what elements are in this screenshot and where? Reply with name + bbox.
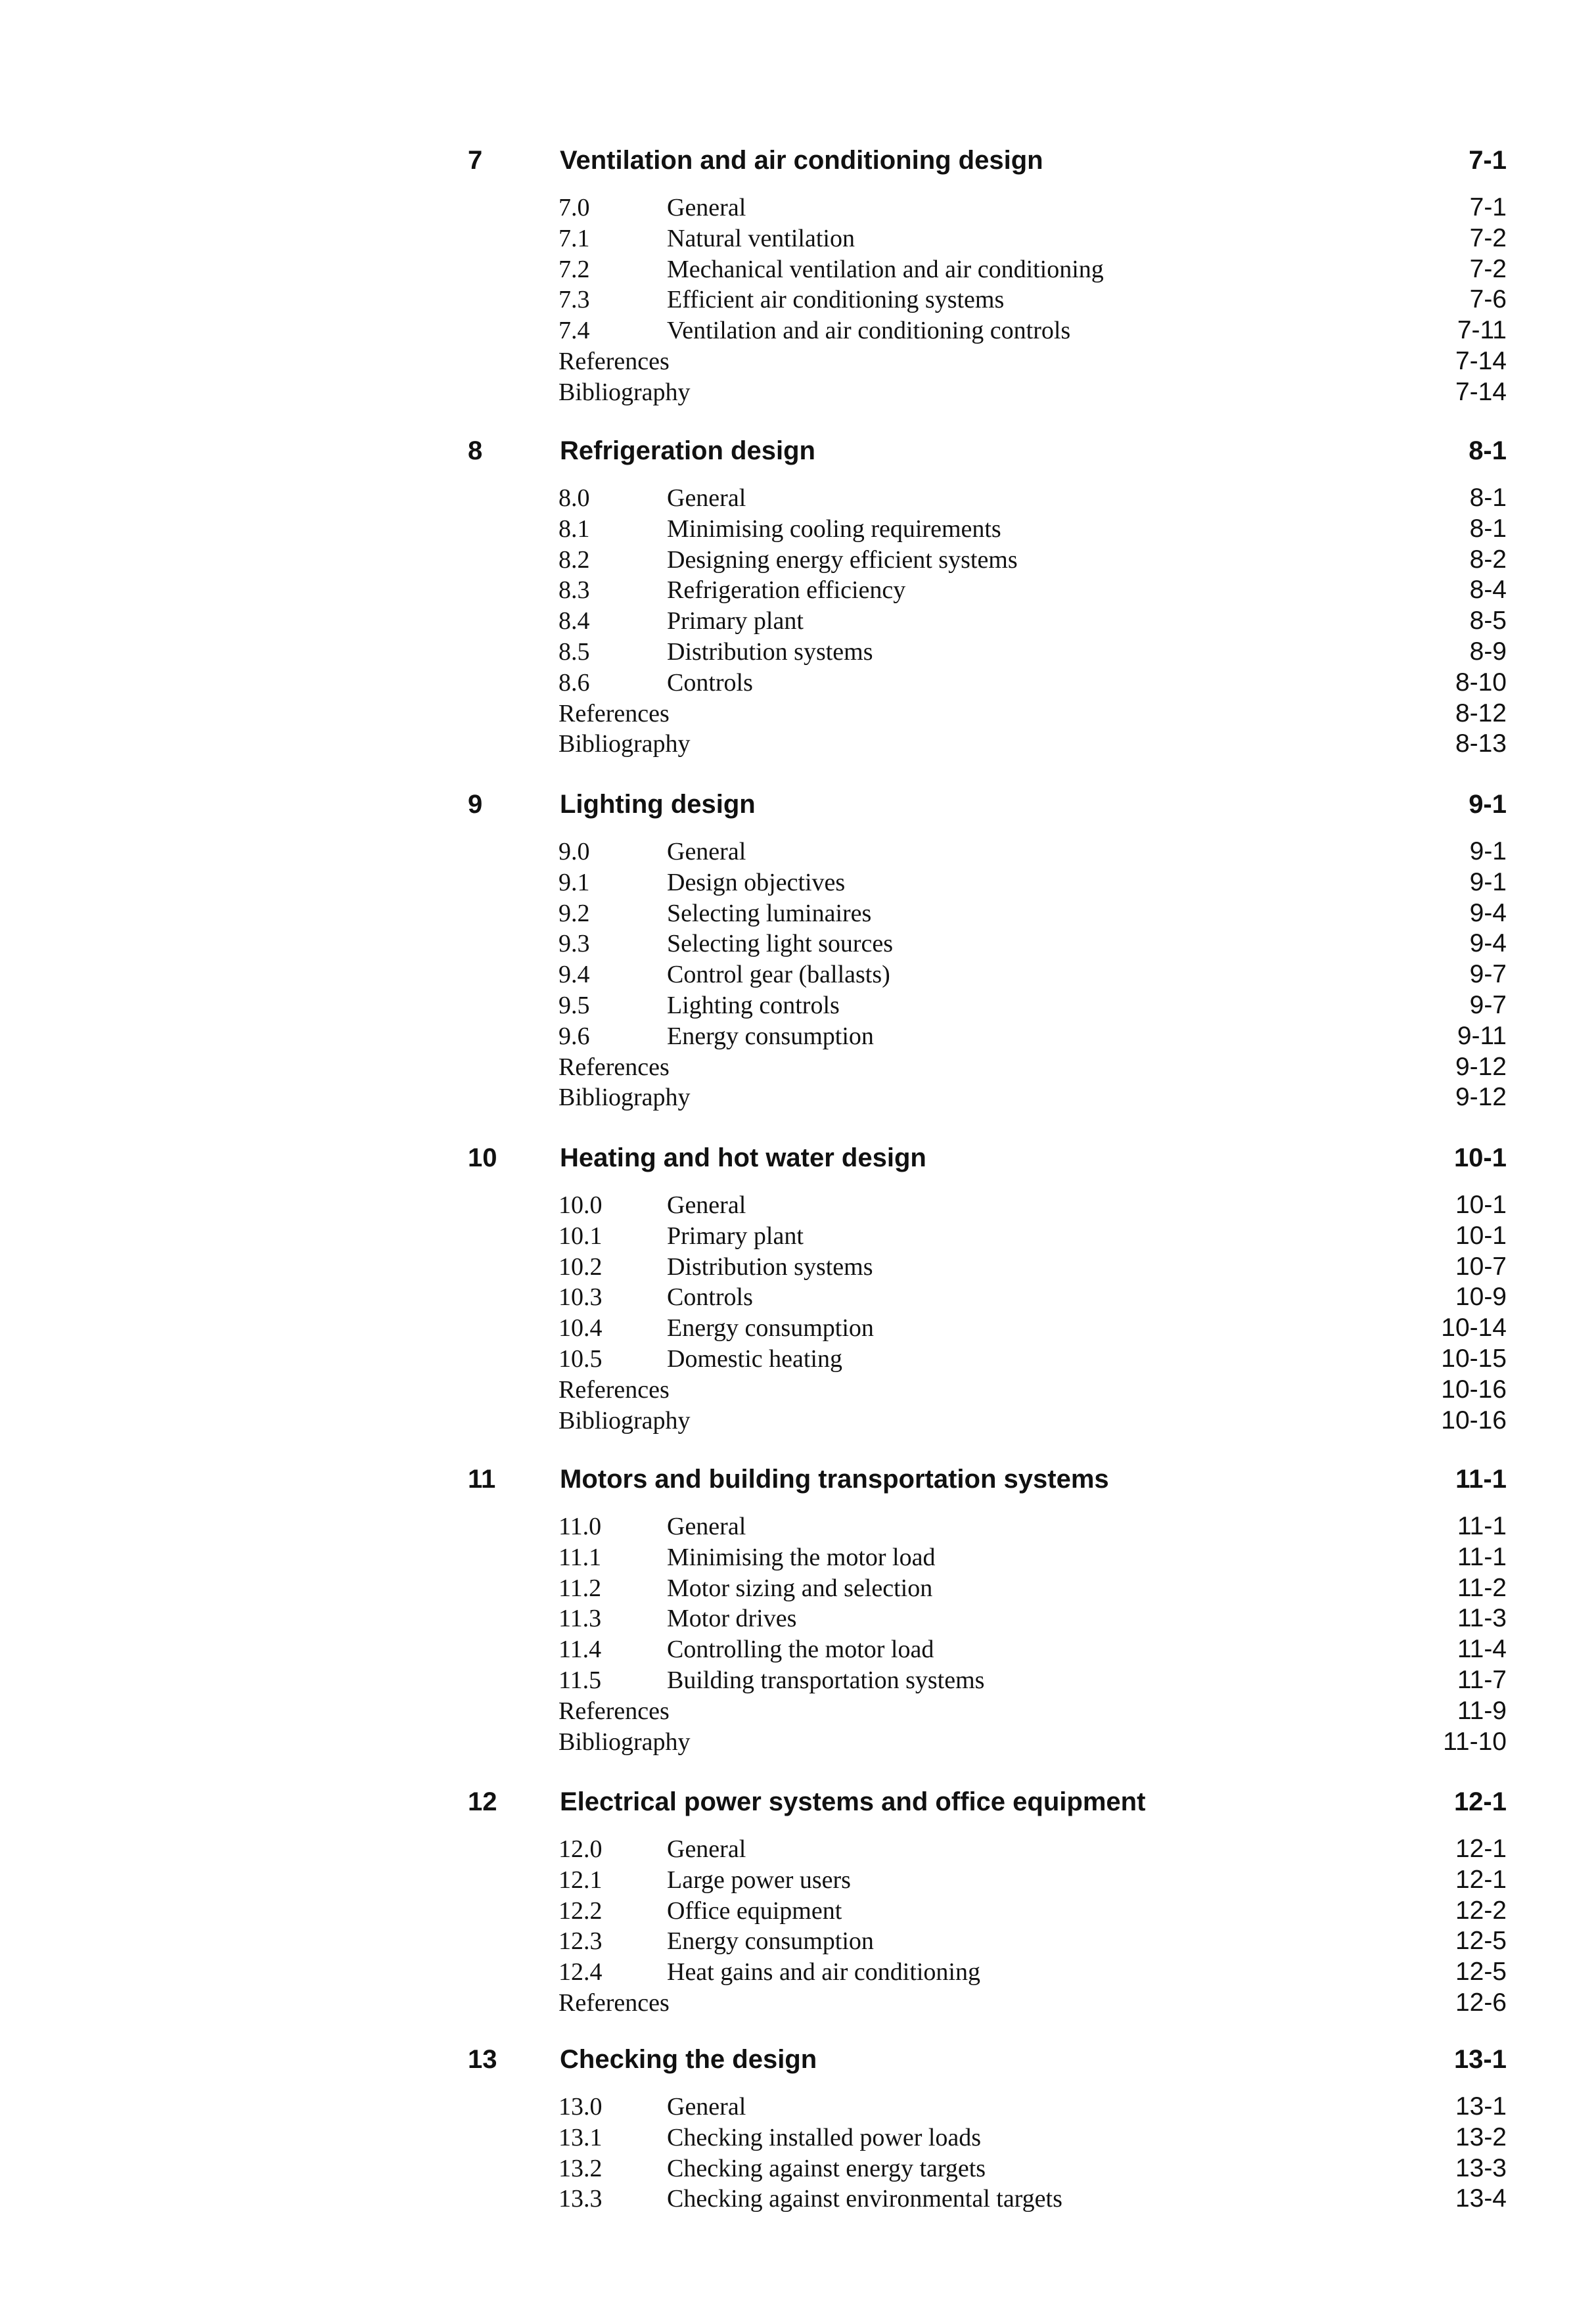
- chapter-heading: [0, 1787, 1596, 1827]
- section-title: Primary plant: [667, 1222, 804, 1250]
- toc-entry: [0, 1574, 1596, 1604]
- section-number: 9.6: [559, 1022, 590, 1050]
- page-number: 12-1: [1455, 1835, 1507, 1863]
- section-number: 12.0: [559, 1835, 603, 1863]
- page-number: 10-7: [1455, 1252, 1507, 1281]
- chapter-heading: [0, 1143, 1596, 1183]
- toc-entry: [0, 1344, 1596, 1375]
- chapter-heading: [0, 1465, 1596, 1504]
- toc-entry: [0, 1222, 1596, 1252]
- section-number: 11.4: [559, 1636, 602, 1664]
- chapter-title: Checking the design: [560, 2045, 817, 2074]
- toc-entry: [0, 545, 1596, 576]
- page-number: 7-2: [1469, 254, 1507, 283]
- page-number: 8-9: [1469, 637, 1507, 666]
- references-entry: [0, 347, 1596, 377]
- section-title: General: [667, 484, 746, 512]
- toc-entry: [0, 1022, 1596, 1052]
- section-number: 7.0: [559, 194, 590, 221]
- section-title: Large power users: [667, 1866, 851, 1894]
- bibliography-label: Bibliography: [559, 1406, 691, 1435]
- page-number: 7-14: [1455, 347, 1507, 375]
- section-number: 12.3: [559, 1927, 603, 1956]
- page-number: 11-7: [1457, 1666, 1507, 1694]
- section-number: 7.4: [559, 317, 590, 345]
- toc-entry: [0, 991, 1596, 1021]
- chapter-number: 7: [468, 146, 483, 175]
- page-number: 7-1: [1469, 193, 1507, 221]
- chapter-title: Heating and hot water design: [560, 1143, 926, 1172]
- page-number: 13-4: [1455, 2184, 1507, 2213]
- chapter-title: Motors and building transportation systems: [560, 1465, 1109, 1494]
- references-label: References: [559, 1375, 670, 1404]
- section-title: Primary plant: [667, 607, 804, 635]
- references-entry: [0, 1053, 1596, 1083]
- section-number: 13.0: [559, 2093, 603, 2121]
- page-number: 11-3: [1457, 1604, 1507, 1633]
- toc-entry: [0, 1958, 1596, 1988]
- section-number: 11.3: [559, 1605, 602, 1633]
- page-number: 12-6: [1455, 1988, 1507, 2017]
- section-title: General: [667, 194, 746, 221]
- section-number: 9.0: [559, 838, 590, 865]
- section-title: Energy consumption: [667, 1022, 874, 1050]
- section-number: 8.3: [559, 576, 590, 605]
- section-number: 8.2: [559, 545, 590, 574]
- section-number: 12.1: [559, 1866, 603, 1894]
- section-title: Control gear (ballasts): [667, 961, 890, 989]
- page-number: 8-2: [1469, 545, 1507, 574]
- section-number: 8.6: [559, 668, 590, 697]
- section-number: 10.4: [559, 1314, 603, 1343]
- toc-entry: [0, 255, 1596, 285]
- section-title: Designing energy efficient systems: [667, 545, 1018, 574]
- section-number: 9.1: [559, 868, 590, 896]
- chapter-number: 10: [468, 1143, 497, 1172]
- toc-entry: [0, 1512, 1596, 1542]
- page-number: 12-5: [1455, 1958, 1507, 1986]
- toc-entry: [0, 1252, 1596, 1283]
- page-number: 7-2: [1469, 223, 1507, 252]
- references-entry: [0, 1375, 1596, 1406]
- bibliography-label: Bibliography: [559, 1728, 691, 1756]
- page-number: 10-1: [1455, 1221, 1507, 1250]
- section-title: General: [667, 1513, 746, 1540]
- section-title: Energy consumption: [667, 1927, 874, 1956]
- page-number: 12-2: [1455, 1896, 1507, 1925]
- toc-entry: [0, 1604, 1596, 1634]
- toc-entry: [0, 868, 1596, 898]
- toc-entry: [0, 1927, 1596, 1957]
- chapter-page-number: 10-1: [1453, 1143, 1507, 1172]
- section-title: Design objectives: [667, 868, 846, 896]
- toc-entry: [0, 2092, 1596, 2123]
- chapter-page-number: 9-1: [1469, 790, 1507, 819]
- section-title: Controls: [667, 668, 753, 697]
- toc-entry: [0, 1866, 1596, 1896]
- toc-entry: [0, 1314, 1596, 1344]
- page-number: 8-1: [1469, 514, 1507, 543]
- section-title: Checking against environmental targets: [667, 2185, 1062, 2213]
- toc-entry: [0, 607, 1596, 637]
- section-title: Distribution systems: [667, 638, 873, 666]
- chapter-heading: [0, 146, 1596, 185]
- section-number: 11.0: [559, 1513, 602, 1540]
- section-title: General: [667, 2093, 746, 2121]
- section-title: Refrigeration efficiency: [667, 576, 906, 605]
- page-number: 12-1: [1455, 1865, 1507, 1894]
- page-number: 9-7: [1469, 960, 1507, 989]
- toc-entry: [0, 193, 1596, 223]
- page-number: 10-14: [1441, 1314, 1507, 1343]
- section-number: 10.2: [559, 1252, 603, 1281]
- section-number: 13.1: [559, 2123, 603, 2151]
- page-number: 9-11: [1457, 1021, 1507, 1050]
- page-number: 9-1: [1469, 837, 1507, 865]
- section-title: Minimising the motor load: [667, 1543, 936, 1571]
- section-title: Distribution systems: [667, 1252, 873, 1281]
- toc-entry: [0, 1283, 1596, 1313]
- page-number: 8-13: [1455, 729, 1507, 758]
- bibliography-entry: [0, 1728, 1596, 1758]
- page-number: 8-1: [1469, 484, 1507, 512]
- page-number: 10-16: [1441, 1406, 1507, 1435]
- section-number: 10.3: [559, 1283, 603, 1312]
- toc-entry: [0, 515, 1596, 545]
- chapter-page-number: 7-1: [1469, 146, 1507, 175]
- page-number: 10-16: [1441, 1375, 1507, 1404]
- references-label: References: [559, 1697, 670, 1725]
- chapter-number: 9: [468, 790, 483, 819]
- chapter-number: 13: [468, 2045, 497, 2074]
- section-number: 7.3: [559, 286, 590, 314]
- chapter-heading: [0, 2045, 1596, 2084]
- toc-entry: [0, 285, 1596, 315]
- toc-entry: [0, 484, 1596, 514]
- page-number: 11-1: [1457, 1512, 1507, 1540]
- section-title: Building transportation systems: [667, 1666, 985, 1694]
- section-number: 10.5: [559, 1345, 603, 1373]
- toc-entry: [0, 2123, 1596, 2153]
- section-number: 10.1: [559, 1222, 603, 1250]
- section-title: Efficient air conditioning systems: [667, 286, 1005, 314]
- section-number: 13.3: [559, 2185, 603, 2213]
- section-title: Ventilation and air conditioning controls: [667, 317, 1071, 345]
- chapter-page-number: 12-1: [1453, 1787, 1507, 1816]
- toc-entry: [0, 960, 1596, 990]
- toc-entry: [0, 1543, 1596, 1573]
- chapter-page-number: 11-1: [1455, 1465, 1507, 1494]
- toc-entry: [0, 1635, 1596, 1665]
- chapter-title: Lighting design: [560, 790, 756, 819]
- section-title: Minimising cooling requirements: [667, 515, 1001, 543]
- references-label: References: [559, 1053, 670, 1081]
- page-number: 11-4: [1457, 1635, 1507, 1664]
- section-number: 11.2: [559, 1574, 602, 1602]
- section-title: Energy consumption: [667, 1314, 874, 1343]
- section-number: 9.3: [559, 930, 590, 958]
- bibliography-entry: [0, 729, 1596, 760]
- section-number: 11.1: [559, 1543, 602, 1571]
- section-title: Heat gains and air conditioning: [667, 1958, 980, 1986]
- section-title: Mechanical ventilation and air conditioning: [667, 255, 1104, 283]
- chapter-page-number: 13-1: [1453, 2045, 1507, 2074]
- chapter-title: Refrigeration design: [560, 436, 815, 465]
- section-title: Motor sizing and selection: [667, 1574, 933, 1602]
- section-title: Controlling the motor load: [667, 1636, 934, 1664]
- references-entry: [0, 699, 1596, 729]
- section-title: Motor drives: [667, 1605, 797, 1633]
- toc-entry: [0, 668, 1596, 699]
- chapter-heading: [0, 790, 1596, 829]
- references-label: References: [559, 348, 670, 375]
- section-number: 7.1: [559, 224, 590, 252]
- page-number: 11-10: [1443, 1727, 1507, 1756]
- section-number: 8.5: [559, 638, 590, 666]
- toc-entry: [0, 1191, 1596, 1221]
- toc-entry: [0, 316, 1596, 346]
- bibliography-entry: [0, 1083, 1596, 1113]
- page-number: 9-4: [1469, 929, 1507, 958]
- toc-entry: [0, 576, 1596, 606]
- section-title: General: [667, 1191, 746, 1219]
- bibliography-label: Bibliography: [559, 1084, 691, 1112]
- page-number: 8-4: [1469, 576, 1507, 605]
- bibliography-label: Bibliography: [559, 378, 691, 406]
- section-number: 8.1: [559, 515, 590, 543]
- page-number: 8-5: [1469, 607, 1507, 635]
- section-title: General: [667, 1835, 746, 1863]
- section-title: Checking against energy targets: [667, 2154, 986, 2182]
- page-number: 9-12: [1455, 1052, 1507, 1081]
- chapter-title: Electrical power systems and office equipment: [560, 1787, 1146, 1816]
- chapter-heading: [0, 436, 1596, 476]
- toc-entry: [0, 837, 1596, 867]
- page-number: 13-3: [1455, 2153, 1507, 2182]
- section-number: 13.2: [559, 2154, 603, 2182]
- bibliography-label: Bibliography: [559, 730, 691, 758]
- section-number: 12.2: [559, 1896, 603, 1925]
- page-number: 11-1: [1457, 1542, 1507, 1571]
- chapter-number: 12: [468, 1787, 497, 1816]
- page-number: 8-10: [1455, 668, 1507, 697]
- section-number: 7.2: [559, 255, 590, 283]
- toc-entry: [0, 2184, 1596, 2215]
- toc-entry: [0, 899, 1596, 929]
- toc-entry: [0, 1666, 1596, 1696]
- section-title: Domestic heating: [667, 1345, 842, 1373]
- page-number: 9-4: [1469, 898, 1507, 927]
- section-number: 10.0: [559, 1191, 603, 1219]
- section-title: General: [667, 838, 746, 865]
- page-number: 7-11: [1457, 316, 1507, 345]
- page-number: 7-14: [1455, 377, 1507, 406]
- section-number: 12.4: [559, 1958, 603, 1986]
- toc-entry: [0, 637, 1596, 668]
- page-number: 13-2: [1455, 2123, 1507, 2151]
- page-number: 11-2: [1457, 1573, 1507, 1602]
- chapter-title: Ventilation and air conditioning design: [560, 146, 1043, 175]
- page-number: 10-1: [1455, 1191, 1507, 1219]
- references-entry: [0, 1988, 1596, 2019]
- section-number: 9.2: [559, 899, 590, 927]
- toc-entry: [0, 1835, 1596, 1865]
- page-number: 8-12: [1455, 699, 1507, 727]
- bibliography-entry: [0, 378, 1596, 408]
- section-title: Lighting controls: [667, 992, 840, 1019]
- chapter-number: 11: [468, 1465, 496, 1494]
- section-number: 11.5: [559, 1666, 602, 1694]
- section-number: 9.4: [559, 961, 590, 989]
- section-number: 9.5: [559, 992, 590, 1019]
- toc-entry: [0, 1896, 1596, 1927]
- page-number: 10-15: [1441, 1344, 1507, 1373]
- section-title: Natural ventilation: [667, 224, 855, 252]
- page-number: 7-6: [1469, 285, 1507, 314]
- section-number: 8.4: [559, 607, 590, 635]
- chapter-page-number: 8-1: [1469, 436, 1507, 465]
- bibliography-entry: [0, 1406, 1596, 1436]
- references-entry: [0, 1697, 1596, 1727]
- references-label: References: [559, 1989, 670, 2017]
- references-label: References: [559, 699, 670, 727]
- section-number: 8.0: [559, 484, 590, 512]
- page-number: 12-5: [1455, 1927, 1507, 1956]
- section-title: Controls: [667, 1283, 753, 1312]
- toc-entry: [0, 2154, 1596, 2184]
- page-number: 13-1: [1455, 2092, 1507, 2121]
- page-number: 11-9: [1457, 1696, 1507, 1725]
- chapter-number: 8: [468, 436, 483, 465]
- page-number: 10-9: [1455, 1283, 1507, 1312]
- page-number: 9-12: [1455, 1083, 1507, 1112]
- section-title: Checking installed power loads: [667, 2123, 982, 2151]
- section-title: Selecting light sources: [667, 930, 894, 958]
- toc-entry: [0, 224, 1596, 254]
- toc-entry: [0, 929, 1596, 959]
- page-number: 9-1: [1469, 867, 1507, 896]
- page-number: 9-7: [1469, 991, 1507, 1019]
- section-title: Selecting luminaires: [667, 899, 872, 927]
- section-title: Office equipment: [667, 1896, 842, 1925]
